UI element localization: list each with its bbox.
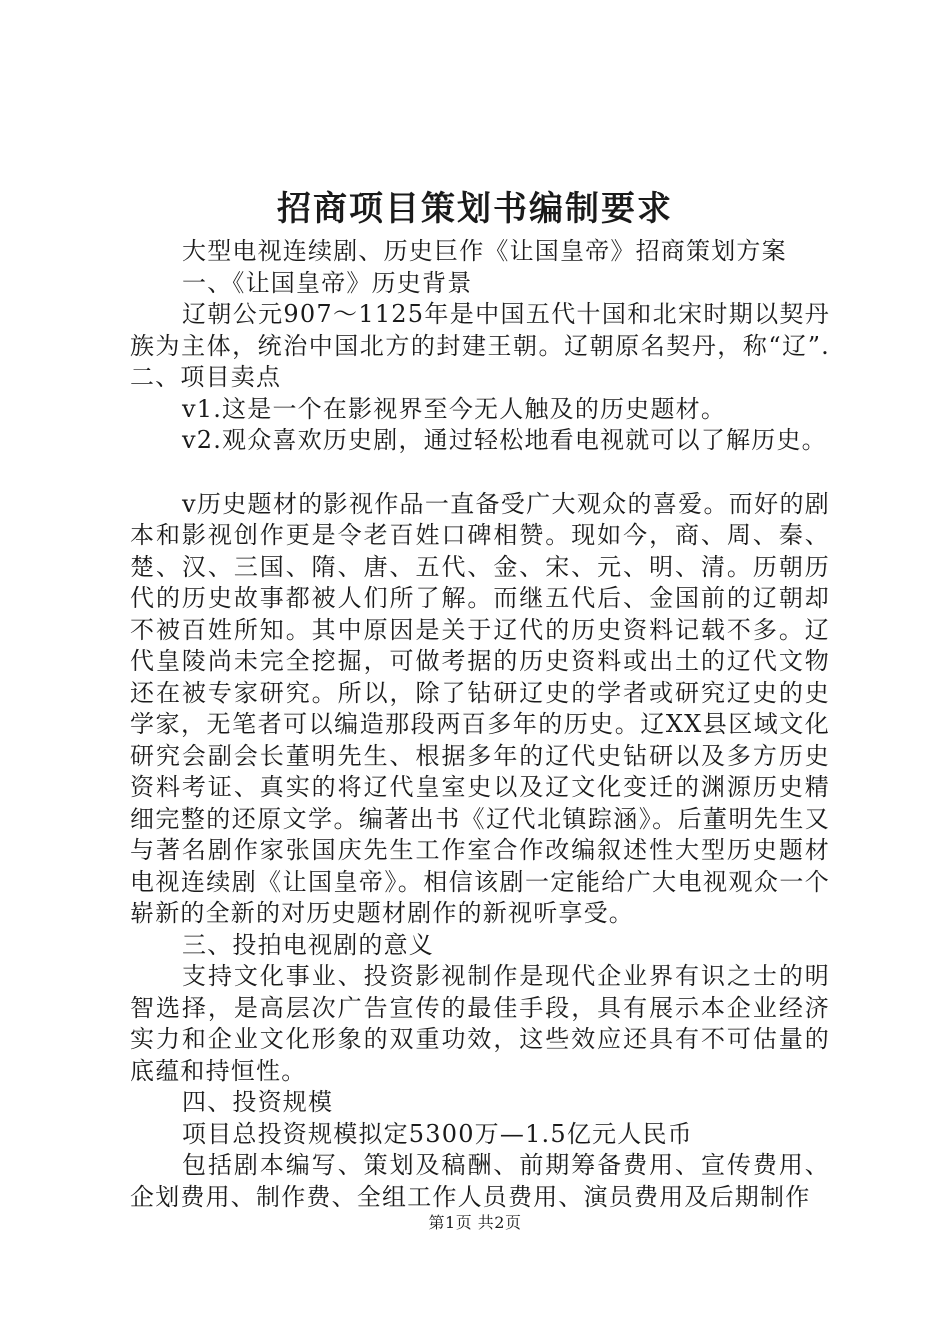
section-heading-significance: 三、投拍电视剧的意义	[182, 930, 434, 959]
document-body	[130, 236, 830, 1213]
investment-detail-paragraph: 包括剧本编写、策划及稿酬、前期筹备费用、宣传费用、企划费用、制作费、全组工作人员费用、演员费用及后期制作	[130, 1151, 830, 1211]
significance-paragraph: 支持文化事业、投资影视制作是现代企业界有识之士的明智选择，是高层次广告宣传的最佳手段，具有展示本企业经济实力和企业文化形象的双重功效，这些效应还具有不可估量的底蕴和持恒性。	[130, 962, 830, 1085]
investment-total-paragraph: 项目总投资规模拟定5300万—1.5亿元人民币	[182, 1119, 693, 1148]
page-footer: 第1页 共2页	[428, 1213, 522, 1232]
section-heading-investment: 四、投资规模	[182, 1088, 334, 1116]
history-paragraph: 辽朝公元907～1125年是中国五代十国和北宋时期以契丹族为主体，统治中国北方的封建王朝。辽朝原名契丹，称“辽”.二、项目卖点	[130, 300, 830, 391]
subtitle-paragraph: 大型电视连续剧、历史巨作《让国皇帝》招商策划方案	[182, 237, 787, 265]
document-title: 招商项目策划书编制要求	[277, 189, 673, 229]
paragraph-gap	[130, 457, 830, 489]
section-heading-history: 一、《让国皇帝》历史背景	[182, 268, 473, 297]
selling-point-1: v1.这是一个在影视界至今无人触及的历史题材。	[182, 394, 727, 423]
selling-point-3-paragraph: v历史题材的影视作品一直备受广大观众的喜爱。而好的剧本和影视创作更是令老百姓口碑相赞。现如今，商、周、秦、楚、汉、三国、隋、唐、五代、金、宋、元、明、清。历朝历代的历史故事都被人们所了解。而继五代后、金国前的辽朝却不被百姓所知。其中原因是关于辽代的历史资料记载不多。辽代皇陵尚未完全挖掘，可做考据的历史资料或出土的辽代文物还在被专家研究。所以，除了钻研辽史的学者或研究辽史的史学家，无笔者可以编造那段两百多年的历史。辽XX县区域文化研究会副会长董明先生、根据多年的辽代史钻研以及多方历史资料考证、真实的将辽代皇室史以及辽文化变迁的渊源历史精细完整的还原文学。编著出书《辽代北镇踪涵》。后董明先生又与著名剧作家张国庆先生工作室合作改编叙述性大型历史题材电视连续剧《让国皇帝》。相信该剧一定能给广大电视观众一个崭新的全新的对历史题材剧作的新视听享受。	[130, 489, 830, 927]
selling-point-2: v2.观众喜欢历史剧，通过轻松地看电视就可以了解历史。	[182, 426, 827, 454]
